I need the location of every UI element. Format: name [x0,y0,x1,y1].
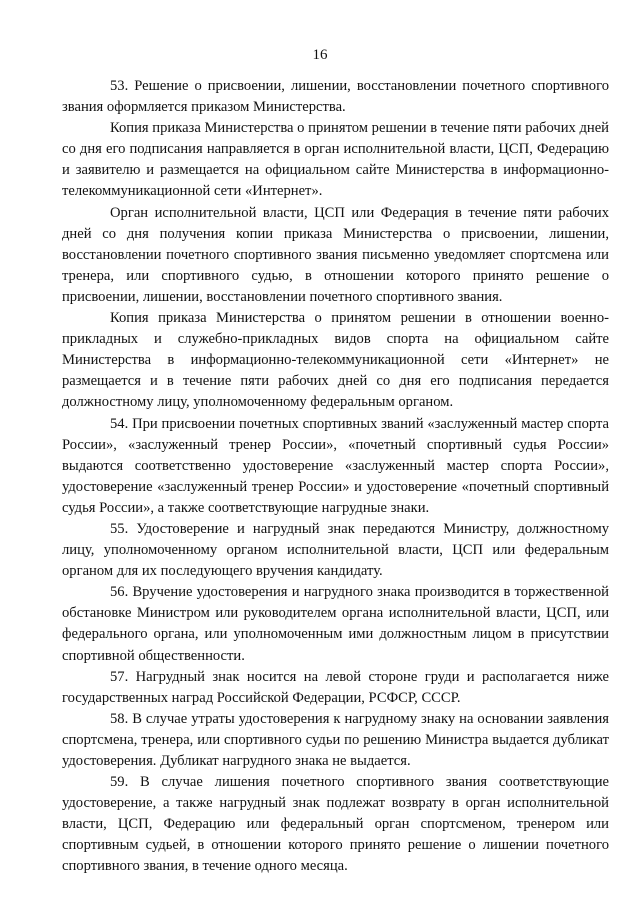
paragraph-53-notification: Орган исполнительной власти, ЦСП или Федерация в течение пяти рабочих дней со дня получения копии приказа Министерства о присвоении, лишении, восстановлении почетного спортивного звания письменно уведомляет спортсмена или тренера, или спортивного судью, в отношении которого принято решение о присвоении, лишении, восстановлении почетного спортивного звания. [62,204,609,305]
paragraph-53: 53. Решение о присвоении, лишении, восстановлении почетного спортивного звания оформляется приказом Министерства. [62,78,609,116]
paragraph-59: 59. В случае лишения почетного спортивного звания соответствующие удостоверение, а также нагрудный знак подлежат возврату в орган исполнительной власти, ЦСП, Федерацию или федеральный орган спортсменом, тренером или спортивным судьей, в отношении которого принято решение о лишении почетного спортивного звания, в течение одного месяца. [62,774,609,875]
paragraph-53-copy-of-order: Копия приказа Министерства о принятом решении в течение пяти рабочих дней со дня его подписания направляется в орган исполнительной власти, ЦСП, Федерацию и заявителю и размещается на официальном сайте Министерства в информационно-телекоммуникационной сети «Интернет». [62,120,609,200]
paragraph-57: 57. Нагрудный знак носится на левой стороне груди и располагается ниже государственных наград Российской Федерации, РСФСР, СССР. [62,668,609,706]
page-number: 16 [312,47,328,63]
paragraph-58: 58. В случае утраты удостоверения к нагрудному знаку на основании заявления спортсмена, тренера, или спортивного судьи по решению Министра выдается дубликат удостоверения. Дубликат нагрудного знака не выдается. [62,710,609,769]
paragraph-53-military-sports: Копия приказа Министерства о принятом решении в отношении военно-прикладных и служебно-прикладных видов спорта на официальном сайте Министерства в информационно-телекоммуникационной сети «Интернет» не размещается и в течение пяти рабочих дней со дня его подписания передается должностному лицу, уполномоченному федеральным органом. [62,310,609,411]
document-body [62,76,609,878]
paragraph-56: 56. Вручение удостоверения и нагрудного знака производится в торжественной обстановке Министром или руководителем органа исполнительной власти, ЦСП, или федерального органа, или уполномоченным ими должностным лицом в присутствии спортивной общественности. [62,584,609,664]
paragraph-54: 54. При присвоении почетных спортивных званий «заслуженный мастер спорта России», «заслуженный тренер России», «почетный спортивный судья России» выдаются соответственно удостоверение «заслуженный мастер спорта России», удостоверение «заслуженный тренер России» и удостоверение «почетный спортивный судья России», а также соответствующие нагрудные знаки. [62,415,609,516]
paragraph-55: 55. Удостоверение и нагрудный знак передаются Министру, должностному лицу, уполномоченному органом исполнительной власти, ЦСП или федеральным органом для их последующего вручения кандидату. [62,520,609,580]
